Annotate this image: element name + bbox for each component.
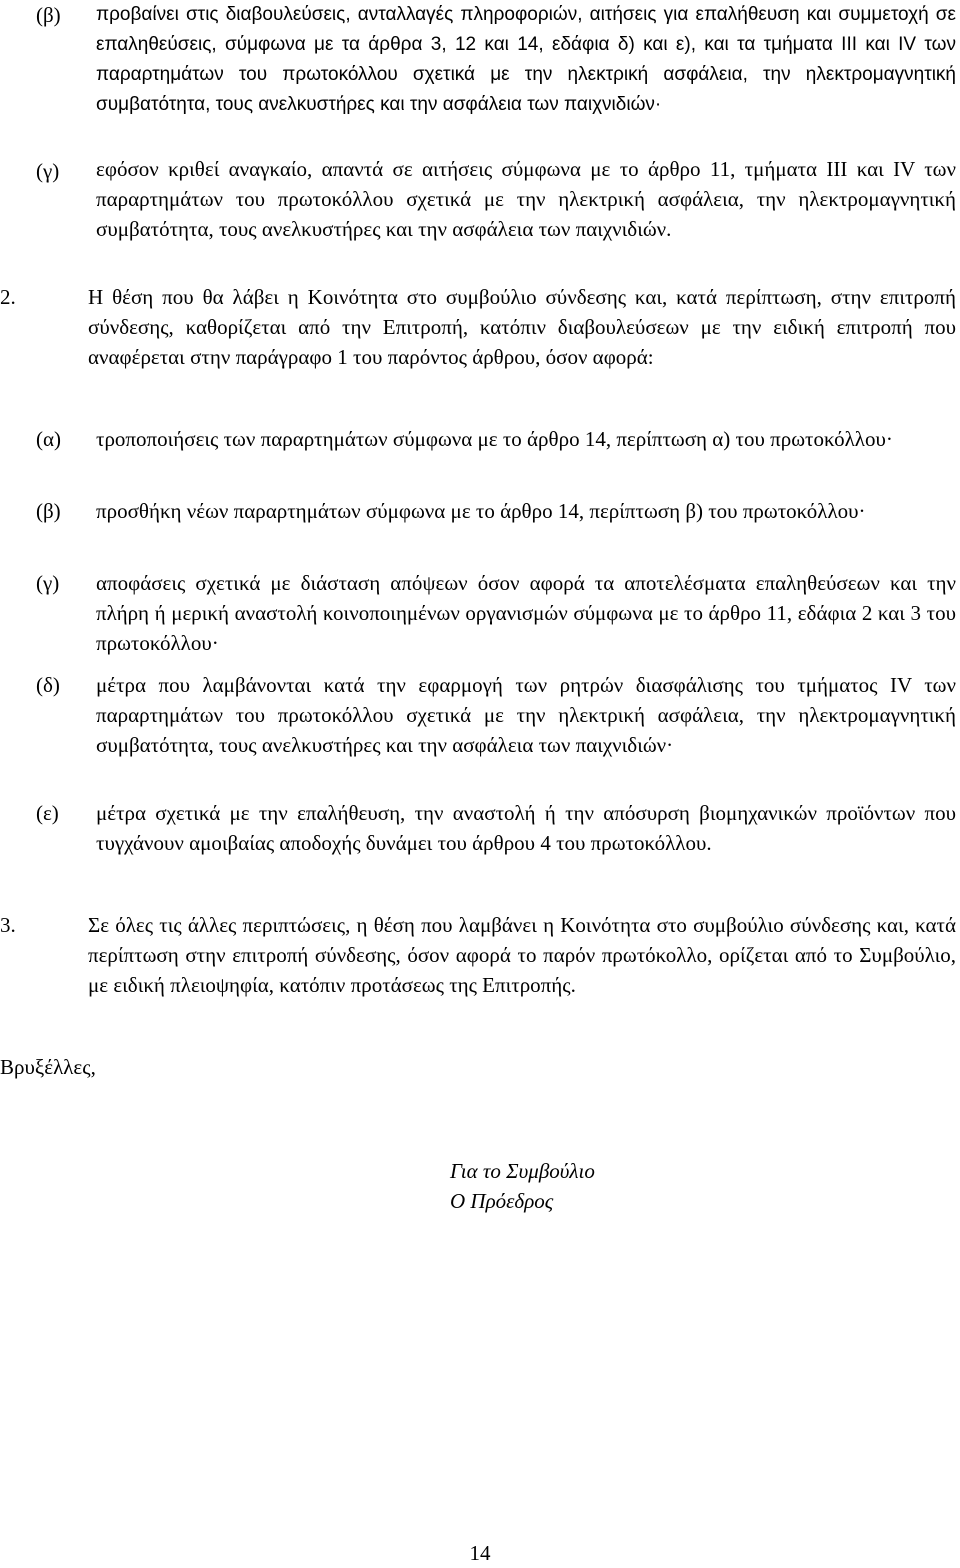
paragraph-number: 3.: [0, 913, 16, 937]
list-marker: (δ): [36, 673, 60, 697]
paragraph-number: 2.: [0, 285, 16, 309]
paragraph-text: Η θέση που θα λάβει η Κοινότητα στο συμβούλιο σύνδεσης και, κατά περίπτωση, στην επιτροπή σύνδεσης, καθορίζεται από την Επιτροπή, κατόπιν διαβουλεύσεων με την ειδική επιτροπή που αναφέρεται στην παράγραφο 1 του παρόντος άρθρου, όσον αφορά:: [88, 285, 956, 369]
list-item-text: τροποποιήσεις των παραρτημάτων σύμφωνα με το άρθρο 14, περίπτωση α) του πρωτοκόλλου·: [96, 427, 893, 451]
list-item-text: μέτρα σχετικά με την επαλήθευση, την αναστολή ή την απόσυρση βιομηχανικών προϊόντων που τυγχάνουν αμοιβαίας αποδοχής δυνάμει του άρθρου 4 του πρωτοκόλλου.: [96, 801, 956, 855]
list-marker: (α): [36, 427, 61, 451]
closing-place: Βρυξέλλες,: [0, 1055, 96, 1079]
list-marker: (β): [36, 499, 61, 523]
list-item-text: προβαίνει στις διαβουλεύσεις, ανταλλαγές πληροφοριών, αιτήσεις για επαλήθευση και συμμετοχή σε επαληθεύσεις, σύμφωνα με τα άρθρα 3, 12 και 14, εδάφια δ) και ε), και τα τμήματα III και IV των παραρτημάτων του πρωτοκόλλου σχετικά με την ηλεκτρική ασφάλεια, την ηλεκτρομαγνητική συμβατότητα, τους ανελκυστήρες και την ασφάλεια των παιχνιδιών·: [96, 4, 956, 115]
list-item-text: μέτρα που λαμβάνονται κατά την εφαρμογή των ρητρών διασφάλισης του τμήματος IV των παραρτημάτων του πρωτοκόλλου σχετικά με την ηλεκτρική ασφάλεια, την ηλεκτρομαγνητική συμβατότητα, τους ανελκυστήρες και την ασφάλεια των παιχνιδιών·: [96, 673, 956, 757]
page-number: 14: [469, 1541, 491, 1565]
list-marker: (γ): [36, 571, 60, 595]
signature-block: [450, 1156, 595, 1216]
list-marker: (γ): [36, 159, 60, 183]
list-marker: (β): [36, 3, 61, 27]
signature-line-president: Ο Πρόεδρος: [450, 1189, 554, 1213]
list-item-text: αποφάσεις σχετικά με διάσταση απόψεων όσον αφορά τα αποτελέσματα επαληθεύσεων και την πλήρη ή μερική αναστολή κοινοποιημένων οργανισμών σύμφωνα με το άρθρο 11, εδάφια 2 και 3 του πρωτοκόλλου·: [96, 571, 956, 655]
list-item-text: εφόσον κριθεί αναγκαίο, απαντά σε αιτήσεις σύμφωνα με το άρθρο 11, τμήματα III και IV των παραρτημάτων του πρωτοκόλλου σχετικά με την ηλεκτρική ασφάλεια, την ηλεκτρομαγνητική συμβατότητα, τους ανελκυστήρες και την ασφάλεια των παιχνιδιών.: [96, 157, 956, 241]
list-item-text: προσθήκη νέων παραρτημάτων σύμφωνα με το άρθρο 14, περίπτωση β) του πρωτοκόλλου·: [96, 499, 866, 523]
list-marker: (ε): [36, 801, 59, 825]
paragraph-text: Σε όλες τις άλλες περιπτώσεις, η θέση που λαμβάνει η Κοινότητα στο συμβούλιο σύνδεσης και, κατά περίπτωση στην επιτροπή σύνδεσης, όσον αφορά το παρόν πρωτόκολλο, ορίζεται από το Συμβούλιο, με ειδική πλειοψηφία, κατόπιν προτάσεως της Επιτροπής.: [88, 913, 956, 997]
signature-line-council: Για το Συμβούλιο: [450, 1159, 595, 1183]
